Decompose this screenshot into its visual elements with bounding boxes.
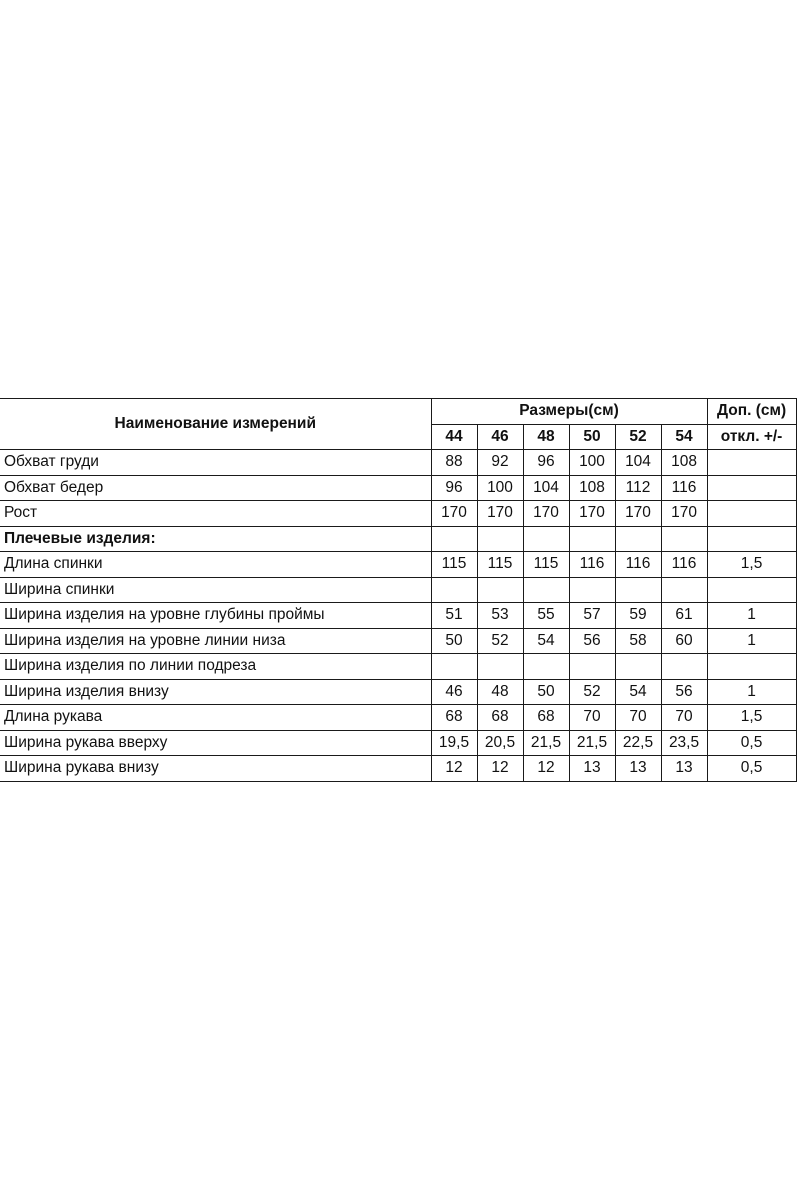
- header-row-1: [0, 399, 796, 425]
- size-value-cell: 68: [523, 705, 569, 731]
- measurement-row: [0, 756, 796, 782]
- size-value-cell: 20,5: [477, 730, 523, 756]
- size-value-cell: 100: [569, 450, 615, 476]
- size-value-cell: [615, 577, 661, 603]
- size-value-cell: [477, 654, 523, 680]
- measurement-name: Ширина спинки: [0, 577, 431, 603]
- measurement-name: Длина рукава: [0, 705, 431, 731]
- size-value-cell: 51: [431, 603, 477, 629]
- size-value-cell: [477, 577, 523, 603]
- size-value-cell: 88: [431, 450, 477, 476]
- size-value-cell: [431, 654, 477, 680]
- measurement-row: [0, 450, 796, 476]
- size-value-cell: 170: [569, 501, 615, 527]
- measurement-row: [0, 705, 796, 731]
- size-value-cell: 96: [431, 475, 477, 501]
- size-value-cell: 56: [569, 628, 615, 654]
- size-value-cell: 170: [431, 501, 477, 527]
- measurement-name: Ширина рукава вверху: [0, 730, 431, 756]
- measurement-name: Обхват груди: [0, 450, 431, 476]
- tolerance-cell: 0,5: [707, 730, 796, 756]
- size-value-cell: 116: [661, 475, 707, 501]
- tolerance-cell: 0,5: [707, 756, 796, 782]
- size-value-cell: 22,5: [615, 730, 661, 756]
- measurement-name-header: Наименование измерений: [0, 399, 431, 450]
- size-value-cell: 104: [615, 450, 661, 476]
- size-header: 46: [477, 424, 523, 450]
- size-value-cell: 58: [615, 628, 661, 654]
- size-value-cell: 55: [523, 603, 569, 629]
- size-value-cell: 12: [523, 756, 569, 782]
- size-value-cell: 52: [477, 628, 523, 654]
- sizes-group-header: Размеры(см): [431, 399, 707, 425]
- size-value-cell: 50: [523, 679, 569, 705]
- tolerance-cell: [707, 475, 796, 501]
- measurement-name: Ширина изделия по линии подреза: [0, 654, 431, 680]
- size-value-cell: 52: [569, 679, 615, 705]
- size-value-cell: 115: [523, 552, 569, 578]
- size-value-cell: 108: [569, 475, 615, 501]
- measurement-name: Длина спинки: [0, 552, 431, 578]
- size-value-cell: 60: [661, 628, 707, 654]
- size-chart-table: [0, 398, 797, 782]
- size-value-cell: [569, 577, 615, 603]
- size-value-cell: 70: [615, 705, 661, 731]
- size-value-cell: 23,5: [661, 730, 707, 756]
- measurement-row: [0, 628, 796, 654]
- size-value-cell: 12: [431, 756, 477, 782]
- size-value-cell: [569, 526, 615, 552]
- size-value-cell: 170: [523, 501, 569, 527]
- size-header: 50: [569, 424, 615, 450]
- measurement-row: [0, 577, 796, 603]
- size-value-cell: 112: [615, 475, 661, 501]
- measurement-name: Ширина изделия на уровне глубины проймы: [0, 603, 431, 629]
- size-value-cell: [661, 577, 707, 603]
- measurement-name: Обхват бедер: [0, 475, 431, 501]
- size-value-cell: [615, 654, 661, 680]
- size-value-cell: 50: [431, 628, 477, 654]
- measurement-row: [0, 730, 796, 756]
- size-value-cell: 21,5: [523, 730, 569, 756]
- tolerance-cell: 1: [707, 628, 796, 654]
- size-value-cell: [523, 577, 569, 603]
- size-value-cell: 54: [615, 679, 661, 705]
- measurement-name: Плечевые изделия:: [0, 526, 431, 552]
- size-value-cell: 108: [661, 450, 707, 476]
- size-value-cell: 116: [661, 552, 707, 578]
- measurement-row: [0, 475, 796, 501]
- measurement-name: Ширина изделия внизу: [0, 679, 431, 705]
- tolerance-cell: 1,5: [707, 552, 796, 578]
- size-value-cell: 61: [661, 603, 707, 629]
- size-value-cell: 116: [615, 552, 661, 578]
- size-value-cell: 54: [523, 628, 569, 654]
- tolerance-cell: [707, 501, 796, 527]
- size-value-cell: 46: [431, 679, 477, 705]
- size-value-cell: [661, 526, 707, 552]
- measurement-row: [0, 526, 796, 552]
- size-value-cell: 116: [569, 552, 615, 578]
- size-value-cell: 100: [477, 475, 523, 501]
- size-value-cell: [477, 526, 523, 552]
- tolerance-cell: [707, 526, 796, 552]
- size-header: 44: [431, 424, 477, 450]
- size-value-cell: 115: [431, 552, 477, 578]
- measurement-row: [0, 654, 796, 680]
- size-value-cell: 57: [569, 603, 615, 629]
- size-value-cell: [523, 654, 569, 680]
- tolerance-cell: [707, 654, 796, 680]
- size-value-cell: 13: [661, 756, 707, 782]
- measurement-row: [0, 501, 796, 527]
- tolerance-cell: 1,5: [707, 705, 796, 731]
- size-value-cell: [431, 577, 477, 603]
- size-value-cell: 68: [477, 705, 523, 731]
- size-value-cell: 12: [477, 756, 523, 782]
- measurement-row: [0, 603, 796, 629]
- measurement-row: [0, 679, 796, 705]
- size-value-cell: 92: [477, 450, 523, 476]
- size-value-cell: 170: [477, 501, 523, 527]
- tolerance-cell: [707, 450, 796, 476]
- size-value-cell: 70: [661, 705, 707, 731]
- size-value-cell: 13: [615, 756, 661, 782]
- size-header: 52: [615, 424, 661, 450]
- tolerance-header-line1: Доп. (см): [707, 399, 796, 425]
- size-value-cell: 59: [615, 603, 661, 629]
- size-value-cell: 104: [523, 475, 569, 501]
- size-value-cell: [431, 526, 477, 552]
- size-value-cell: 48: [477, 679, 523, 705]
- size-header: 48: [523, 424, 569, 450]
- measurement-name: Ширина изделия на уровне линии низа: [0, 628, 431, 654]
- size-value-cell: [615, 526, 661, 552]
- size-value-cell: 170: [615, 501, 661, 527]
- size-value-cell: 170: [661, 501, 707, 527]
- measurement-row: [0, 552, 796, 578]
- size-value-cell: [569, 654, 615, 680]
- size-value-cell: 53: [477, 603, 523, 629]
- tolerance-header-line2: откл. +/-: [707, 424, 796, 450]
- measurement-name: Рост: [0, 501, 431, 527]
- tolerance-cell: [707, 577, 796, 603]
- size-value-cell: 68: [431, 705, 477, 731]
- size-value-cell: 115: [477, 552, 523, 578]
- size-value-cell: 96: [523, 450, 569, 476]
- size-value-cell: 19,5: [431, 730, 477, 756]
- tolerance-cell: 1: [707, 603, 796, 629]
- size-value-cell: 70: [569, 705, 615, 731]
- size-value-cell: 13: [569, 756, 615, 782]
- size-header: 54: [661, 424, 707, 450]
- size-value-cell: 56: [661, 679, 707, 705]
- tolerance-cell: 1: [707, 679, 796, 705]
- measurement-name: Ширина рукава внизу: [0, 756, 431, 782]
- size-value-cell: [661, 654, 707, 680]
- size-value-cell: [523, 526, 569, 552]
- size-value-cell: 21,5: [569, 730, 615, 756]
